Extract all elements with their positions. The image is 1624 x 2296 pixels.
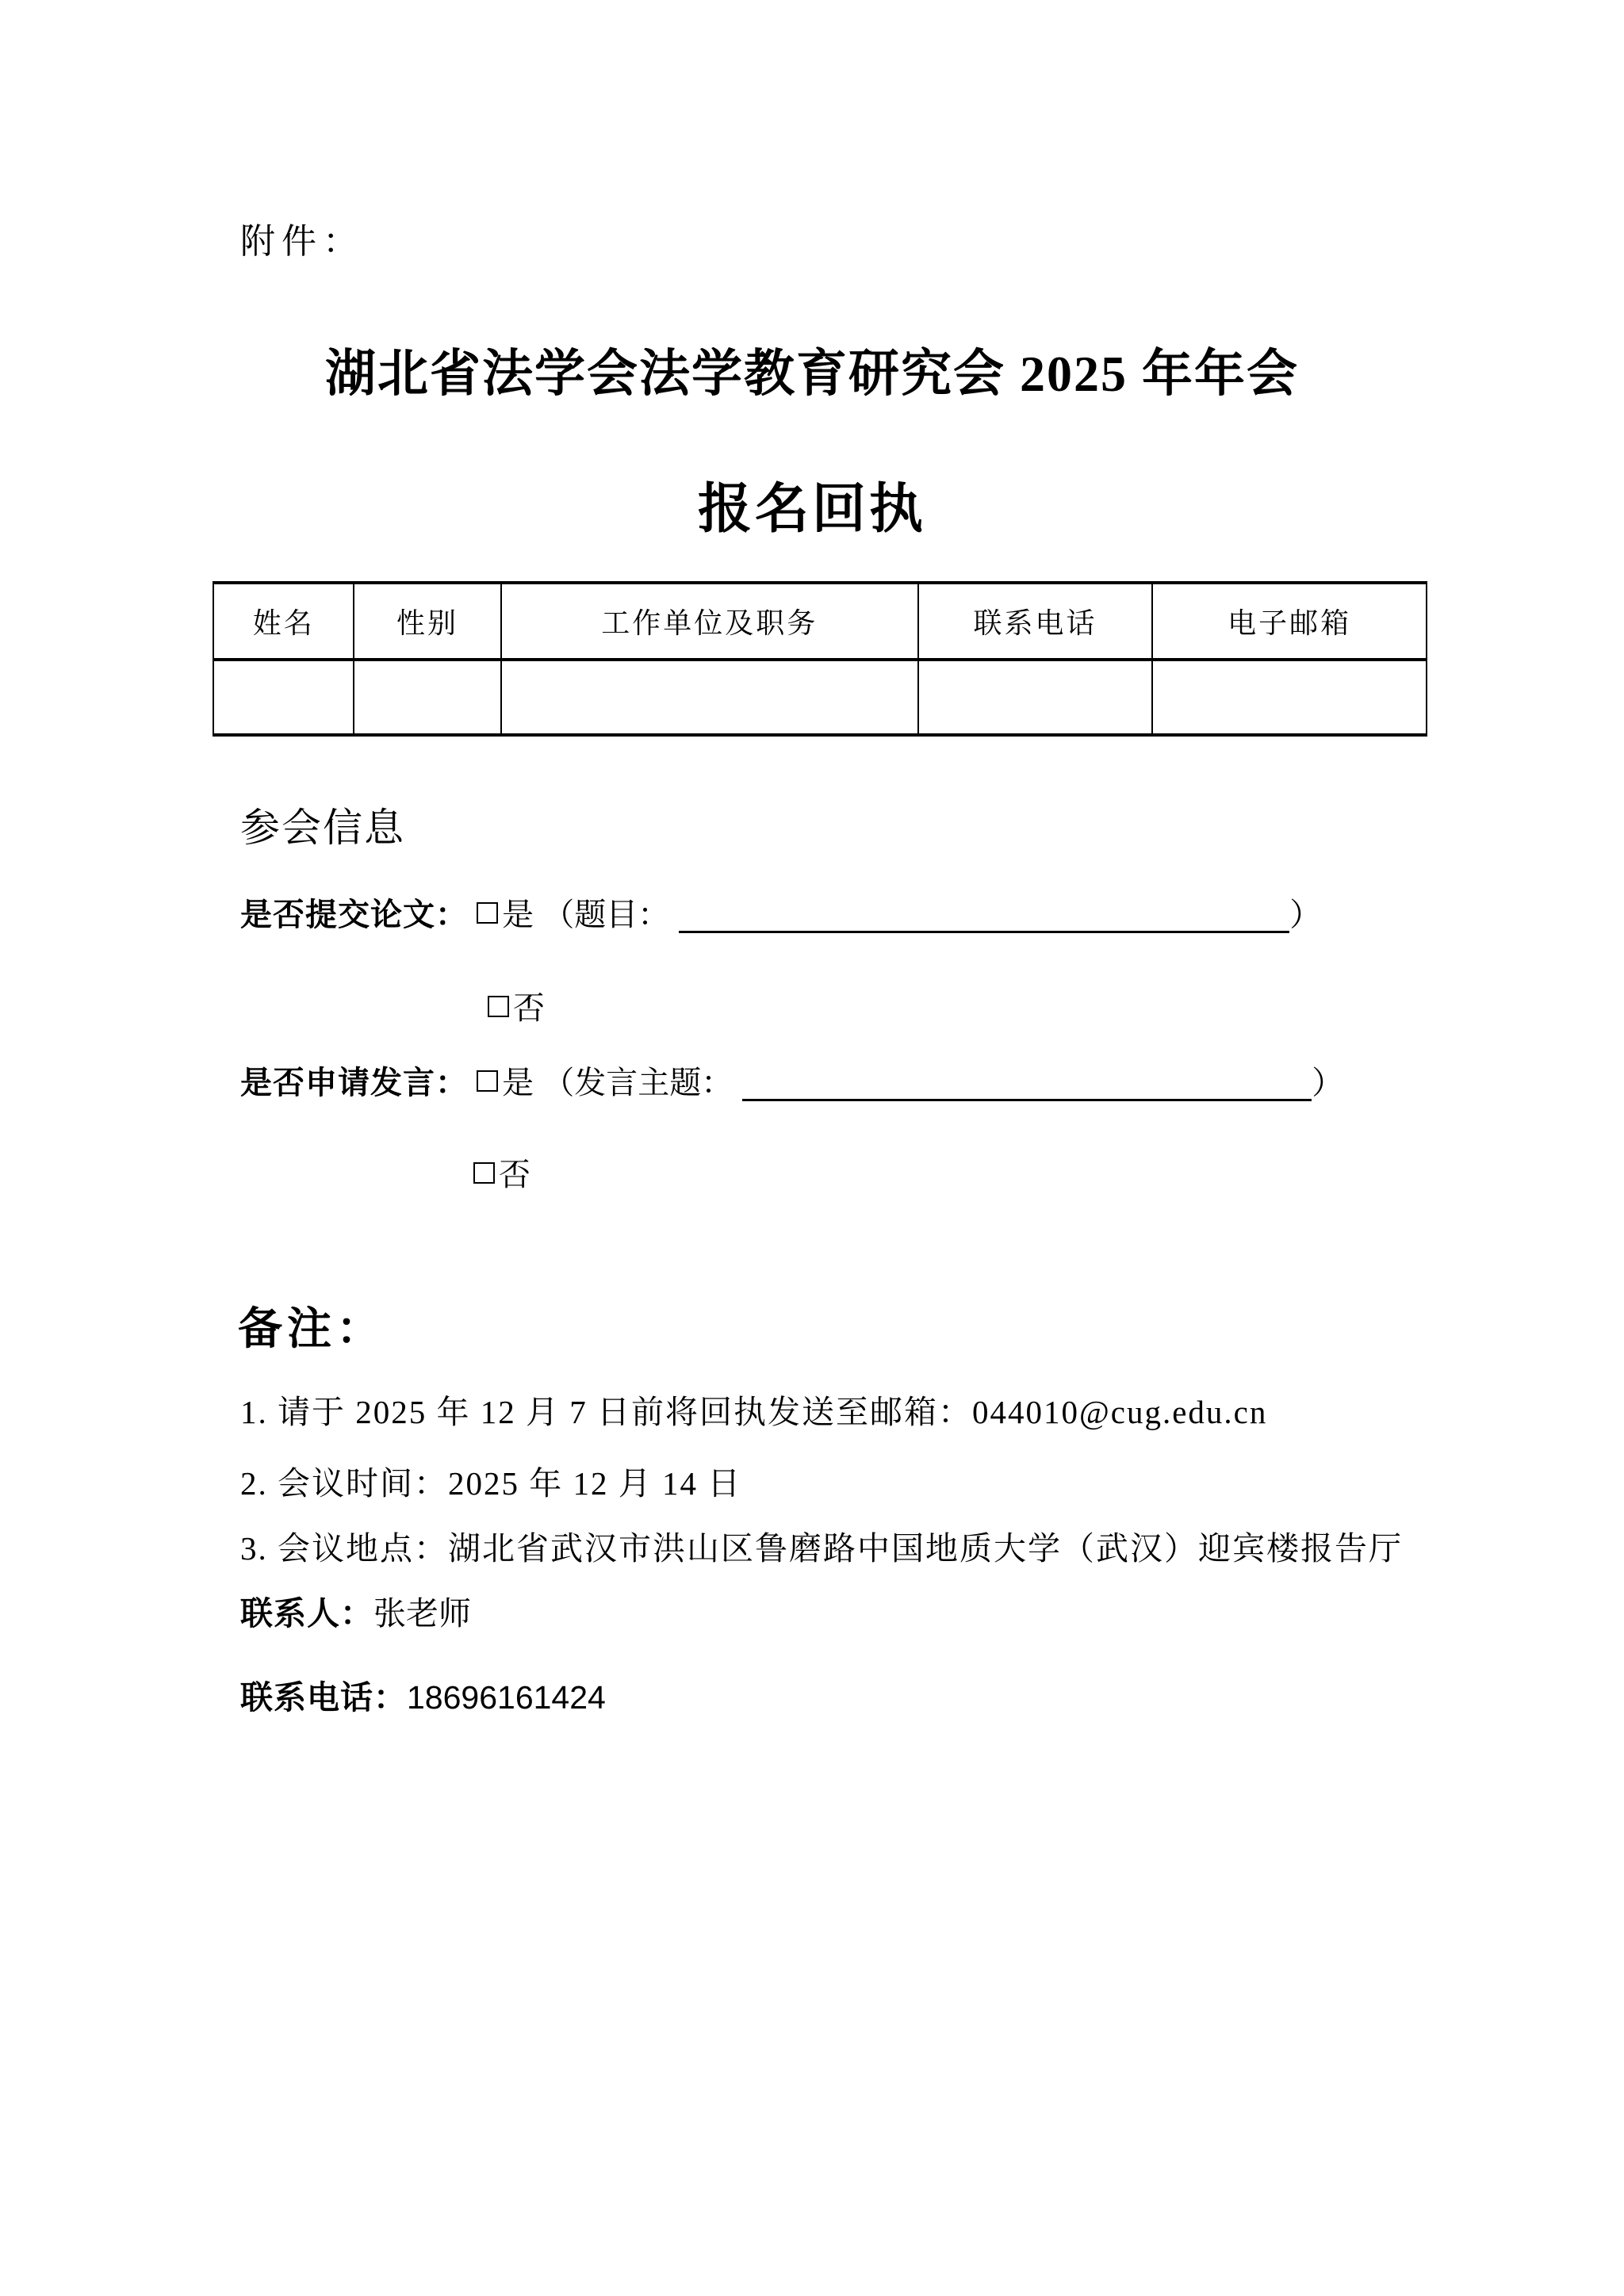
paper-title-prefix: （题目： xyxy=(542,897,670,932)
paper-paren-close: ） xyxy=(1289,897,1322,932)
input-cell-name[interactable] xyxy=(213,660,354,735)
contact-person-label: 联系人 xyxy=(240,1595,340,1632)
note-item-deadline: 1. 请于 2025 年 12 月 7 日前将回执发送至邮箱：044010@cug.edu.cn xyxy=(240,1394,1268,1430)
document-title: 湖北省法学会法学教育研究会 2025 年年会 xyxy=(325,346,1299,402)
note-item-meeting-time: 2. 会议时间：2025 年 12 月 14 日 xyxy=(240,1465,742,1502)
paper-no-checkbox-icon[interactable] xyxy=(488,996,509,1017)
contact-person-line xyxy=(240,1587,471,1634)
document-subtitle: 报名回执 xyxy=(697,479,926,539)
paper-yes-checkbox-icon[interactable] xyxy=(477,902,498,924)
notes-section-title: 备注： xyxy=(238,1305,385,1354)
speech-no-label: 否 xyxy=(499,1158,530,1192)
speech-yes-checkbox-icon[interactable] xyxy=(477,1070,498,1092)
contact-phone-value: 18696161424 xyxy=(407,1679,606,1716)
speech-paren-close: ） xyxy=(1312,1066,1344,1100)
column-header-name: 姓名 xyxy=(213,583,354,660)
paper-no-label: 否 xyxy=(513,991,545,1026)
column-header-gender: 性别 xyxy=(354,583,500,660)
table-header-row xyxy=(213,583,1427,660)
column-header-workunit: 工作单位及职务 xyxy=(501,583,918,660)
speech-topic-blank-field[interactable] xyxy=(742,1066,1312,1101)
speech-topic-prefix: （发言主题： xyxy=(542,1066,733,1100)
input-cell-email[interactable] xyxy=(1152,660,1427,735)
speech-no-checkbox-icon[interactable] xyxy=(473,1162,495,1184)
paper-question-line xyxy=(240,890,1321,935)
contact-phone-colon: ： xyxy=(373,1679,407,1716)
paper-title-blank-field[interactable] xyxy=(679,898,1289,933)
paper-question-label: 是否提交论文 xyxy=(240,897,435,932)
column-header-email: 电子邮箱 xyxy=(1152,583,1427,660)
speech-question-label: 是否申请发言 xyxy=(240,1066,435,1100)
speech-no-option-line xyxy=(473,1150,530,1195)
contact-person-colon: ： xyxy=(340,1595,373,1632)
contact-person-value: 张老师 xyxy=(373,1595,471,1632)
attachment-label: 附件： xyxy=(240,222,364,261)
column-header-phone: 联系电话 xyxy=(918,583,1152,660)
speech-question-colon: ： xyxy=(435,1066,468,1100)
paper-question-colon: ： xyxy=(435,897,468,932)
paper-yes-label: 是 xyxy=(502,897,534,932)
input-cell-phone[interactable] xyxy=(918,660,1152,735)
contact-phone-label: 联系电话 xyxy=(240,1679,373,1716)
speech-question-line xyxy=(240,1058,1343,1103)
input-cell-gender[interactable] xyxy=(354,660,500,735)
paper-no-option-line xyxy=(488,983,545,1028)
section-participation-title: 参会信息 xyxy=(240,806,405,850)
note-item-meeting-place: 3. 会议地点：湖北省武汉市洪山区鲁磨路中国地质大学（武汉）迎宾楼报告厅 xyxy=(240,1530,1403,1567)
table-row xyxy=(213,660,1427,735)
speech-yes-label: 是 xyxy=(502,1066,534,1100)
input-cell-workunit[interactable] xyxy=(501,660,918,735)
registration-table xyxy=(213,581,1427,737)
contact-phone-line xyxy=(240,1671,606,1718)
